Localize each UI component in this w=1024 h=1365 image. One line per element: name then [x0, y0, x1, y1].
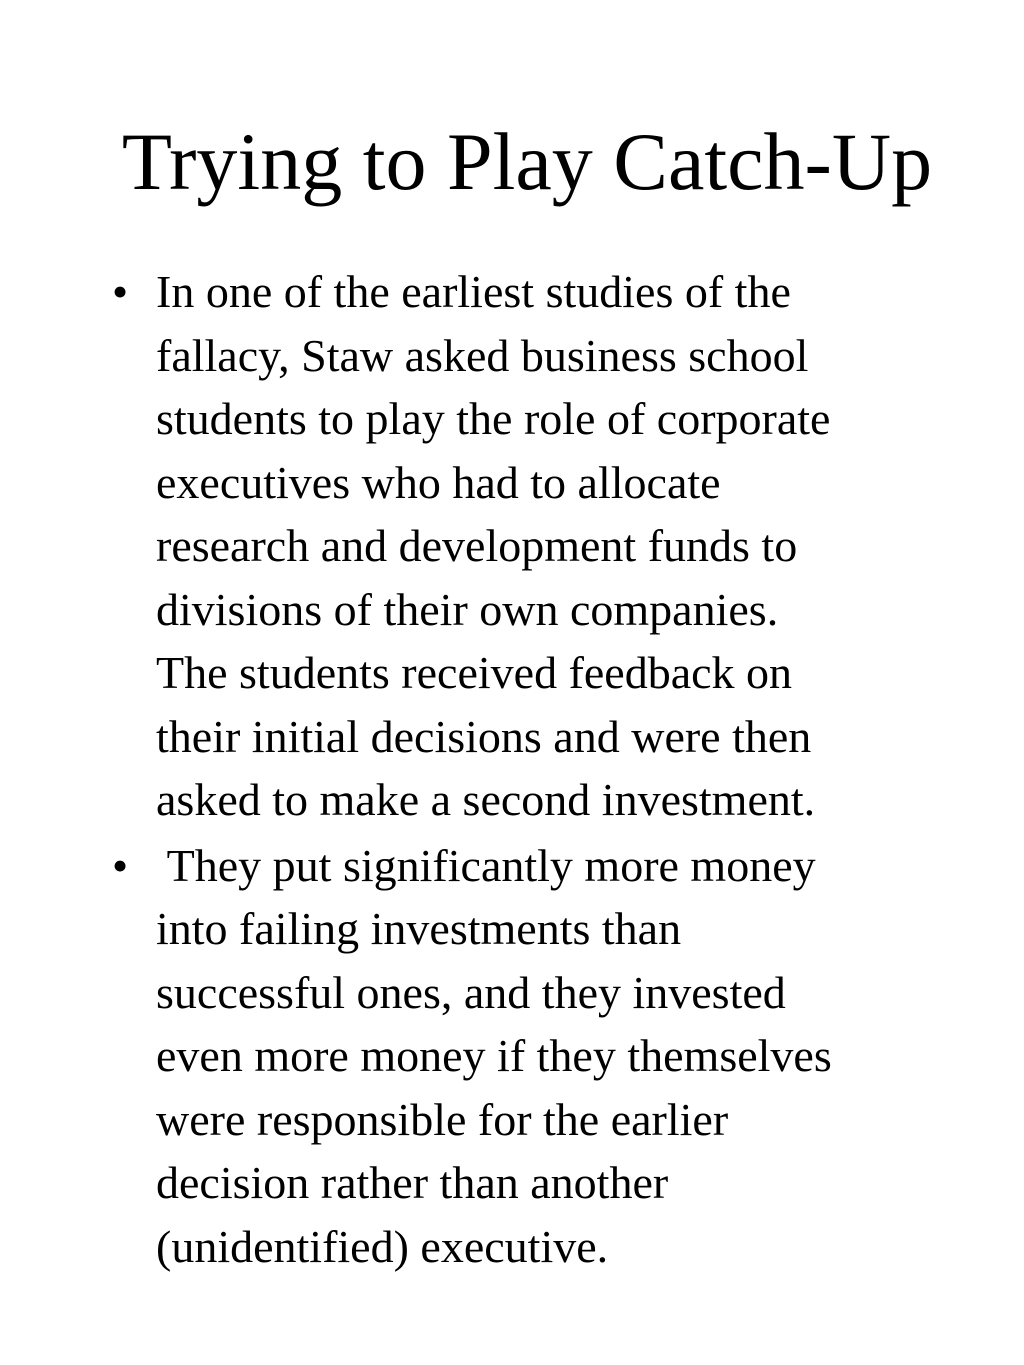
bullet-line: were responsible for the earlier	[156, 1093, 729, 1145]
bullet-line: students to play the role of corporate	[156, 393, 831, 444]
bullet-line: successful ones, and they invested	[156, 966, 786, 1018]
bullet-icon: •	[112, 266, 129, 317]
bullet-list	[100, 260, 950, 1278]
bullet-line: their initial decisions and were then	[156, 710, 812, 762]
bullet-line: They put significantly more money	[156, 839, 816, 891]
bullet-line: research and development funds to	[156, 520, 798, 571]
bullet-line: (unidentified) executive.	[156, 1220, 609, 1272]
bullet-icon: •	[112, 839, 129, 891]
bullet-line: asked to make a second investment.	[156, 774, 816, 825]
bullet-line: fallacy, Staw asked business school	[156, 329, 809, 381]
bullet-line: into failing investments than	[156, 903, 682, 954]
bullet-line: even more money if they themselves	[156, 1030, 832, 1081]
bullet-line: divisions of their own companies.	[156, 583, 779, 635]
bullet-line: In one of the earliest studies of the	[156, 266, 791, 317]
bullet-line: decision rather than another	[156, 1157, 669, 1208]
bullet-item-2	[100, 834, 950, 1279]
bullet-item-1	[100, 260, 950, 832]
slide-title: Trying to Play Catch-Up	[121, 116, 933, 207]
bullet-line: executives who had to allocate	[156, 456, 721, 508]
bullet-line: The students received feedback on	[156, 647, 793, 698]
